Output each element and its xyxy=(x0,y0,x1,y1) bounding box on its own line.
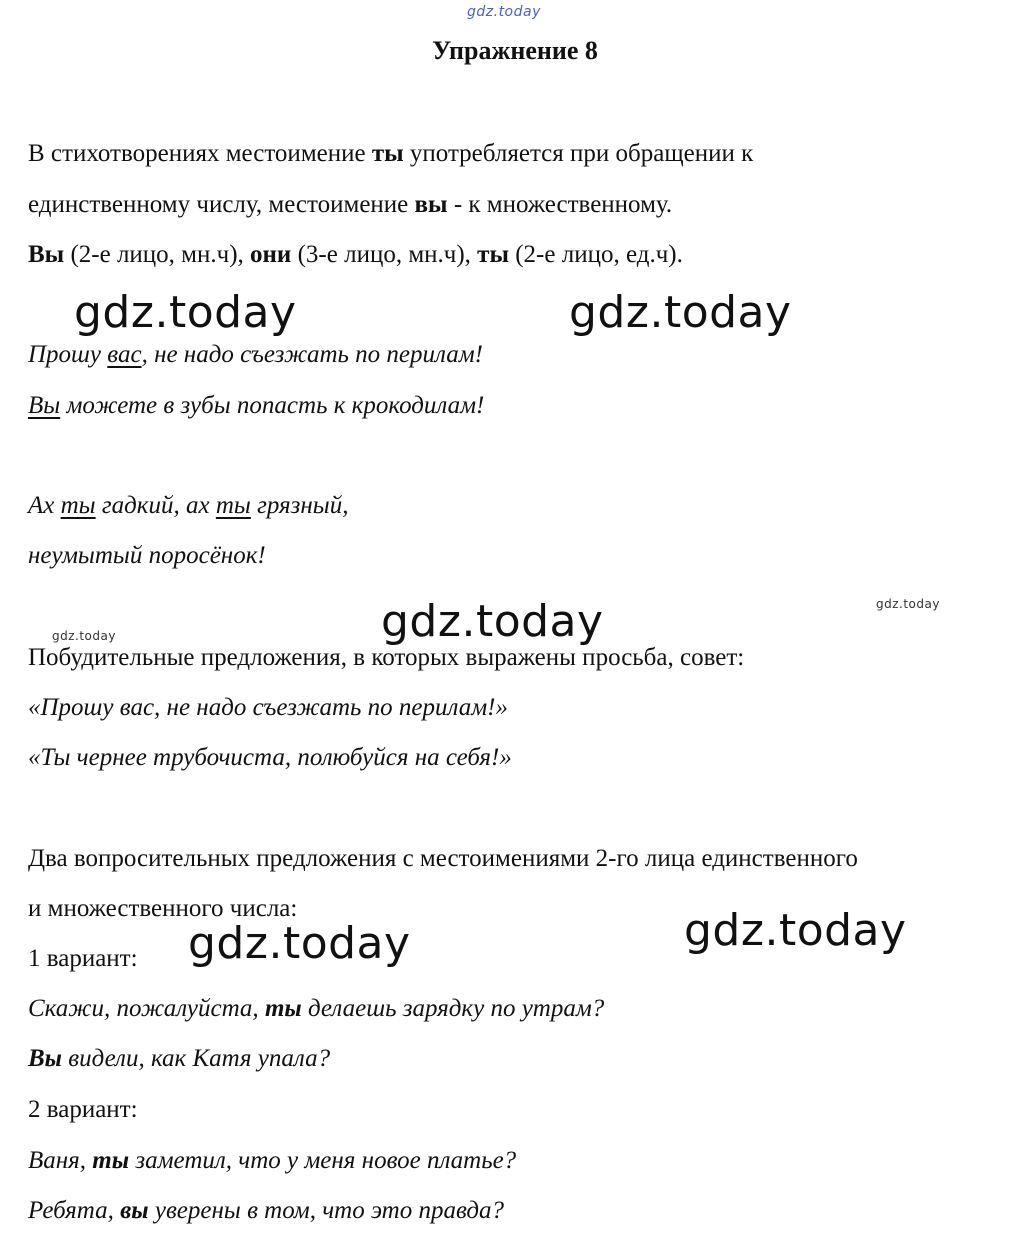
watermark-big: gdz.today xyxy=(569,287,792,338)
text-span: употребляется при обращении к xyxy=(403,140,754,167)
text-span: Ах xyxy=(28,492,61,519)
variant2-label: 2 вариант: xyxy=(28,1096,138,1123)
section2-quote2: «Ты чернее трубочиста, полюбуйся на себя!» xyxy=(28,744,512,771)
bold-pronoun: ты xyxy=(92,1147,130,1174)
watermark-small: gdz.today xyxy=(876,597,940,611)
watermark-top: gdz.today xyxy=(467,4,541,20)
variant1-label: 1 вариант: xyxy=(28,945,138,972)
text-span: Прошу xyxy=(28,341,108,368)
bold-pronoun: ты xyxy=(264,995,302,1022)
text-span: (3-е лицо, мн.ч), xyxy=(291,241,478,268)
text-span: В стихотворениях местоимение xyxy=(28,140,372,167)
bold-pronoun: вы xyxy=(414,191,448,218)
watermark-small: gdz.today xyxy=(52,629,116,643)
text-span: делаешь зарядку по утрам? xyxy=(301,995,605,1022)
section2-quote1: «Прошу вас, не надо съезжать по перилам!» xyxy=(28,694,508,721)
section3-heading-line1: Два вопросительных предложения с местоимениями 2-го лица единственного xyxy=(28,845,858,872)
section3-heading-line2: и множественного числа: xyxy=(28,895,298,922)
text-span: Ребята, xyxy=(28,1197,121,1224)
watermark-big: gdz.today xyxy=(74,287,297,338)
variant2-line2 xyxy=(28,1197,504,1225)
section2-heading: Побудительные предложения, в которых выражены просьба, совет: xyxy=(28,644,745,671)
bold-pronoun: Вы xyxy=(28,1045,63,1072)
variant2-line1 xyxy=(28,1147,516,1175)
paragraph1-line2 xyxy=(28,191,672,219)
text-span: (2-е лицо, мн.ч), xyxy=(64,241,251,268)
text-span: Ваня, xyxy=(28,1147,93,1174)
text-span: (2-е лицо, ед.ч). xyxy=(508,241,683,268)
text-span: - к множественному. xyxy=(447,191,673,218)
underlined-pronoun: ты xyxy=(215,492,251,519)
paragraph1-line1 xyxy=(28,140,753,168)
poem1-line1 xyxy=(28,341,483,369)
text-span: гадкий, ах xyxy=(95,492,216,519)
text-span: можете в зубы попасть к крокодилам! xyxy=(60,392,485,419)
text-span: , не надо съезжать по перилам! xyxy=(141,341,483,368)
poem2-line2: неумытый поросёнок! xyxy=(28,542,266,569)
poem1-line2 xyxy=(28,392,484,420)
variant1-line2 xyxy=(28,1045,330,1073)
poem2-line1 xyxy=(28,492,348,520)
text-span: единственному числу, местоимение xyxy=(28,191,415,218)
underlined-pronoun: Вы xyxy=(28,392,61,419)
watermark-big: gdz.today xyxy=(188,918,411,969)
bold-pronoun: Вы xyxy=(28,241,65,268)
text-span: уверены в том, что это правда? xyxy=(148,1197,504,1224)
text-span: Скажи, пожалуйста, xyxy=(28,995,265,1022)
bold-pronoun: они xyxy=(250,241,292,268)
bold-pronoun: ты xyxy=(477,241,509,268)
text-span: видели, как Катя упала? xyxy=(62,1045,331,1072)
underlined-pronoun: вас xyxy=(107,341,142,368)
bold-pronoun: ты xyxy=(371,140,404,167)
watermark-big: gdz.today xyxy=(684,905,907,956)
watermark-big: gdz.today xyxy=(381,596,604,647)
variant1-line1 xyxy=(28,995,604,1023)
paragraph1-line3 xyxy=(28,241,683,269)
text-span: грязный, xyxy=(250,492,349,519)
underlined-pronoun: ты xyxy=(60,492,96,519)
text-span: заметил, что у меня новое платье? xyxy=(129,1147,517,1174)
bold-pronoun: вы xyxy=(120,1197,149,1224)
page-title: Упражнение 8 xyxy=(432,36,598,65)
